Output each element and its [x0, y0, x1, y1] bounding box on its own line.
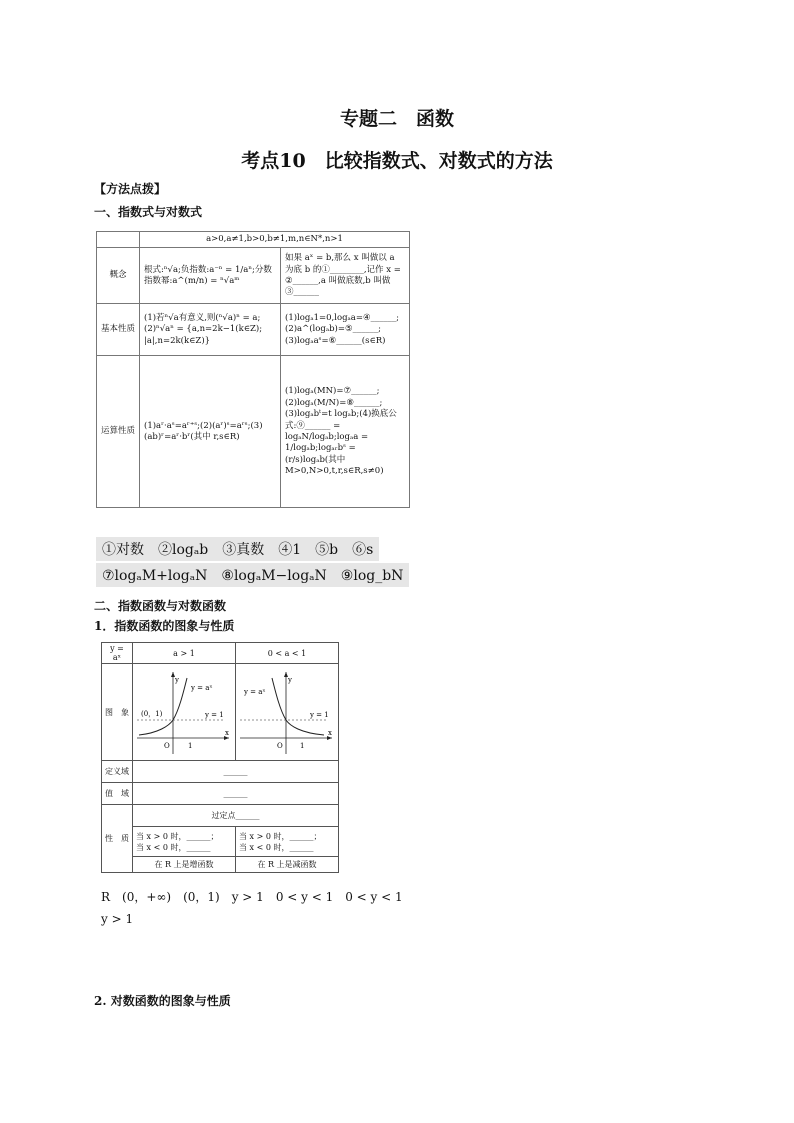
graph-increasing-svg	[133, 664, 235, 758]
monotonic-increasing: 在 R 上是增函数	[133, 857, 236, 873]
page-subtitle: 考点10 比较指数式、对数式的方法	[241, 150, 553, 172]
graph-origin-label: O	[277, 742, 283, 750]
exp-answers-line-2: y > 1	[101, 912, 134, 926]
row-label-graph: 图 象	[102, 664, 133, 761]
section1-heading: 一、指数式与对数式	[94, 205, 203, 219]
graph-decreasing	[236, 664, 339, 761]
cell-left: (1)若ⁿ√a有意义,则(ⁿ√a)ⁿ = a;(2)ⁿ√aⁿ = {a,n=2k−1(k∈Z); |a|,n=2k(k∈Z)}	[140, 304, 281, 356]
table-header: a>0,a≠1,b>0,b≠1,m,n∈N*,n>1	[140, 232, 410, 248]
prop-inc-line2: 当 x < 0 时，______	[136, 842, 211, 852]
row-label-prop: 性 质	[102, 805, 133, 873]
table-corner: y = aˣ	[102, 643, 133, 664]
graph-y1-label: y = 1	[205, 711, 224, 719]
method-heading: 【方法点拨】	[94, 182, 167, 196]
graph-y-label: y	[288, 676, 292, 684]
page-title: 专题二 函数	[339, 108, 454, 130]
row-label: 运算性质	[97, 356, 140, 508]
prop-increasing	[133, 827, 236, 857]
section2-sub1: 1．指数函数的图象与性质	[94, 619, 235, 633]
answers-line-1: ①对数 ②logₐb ③真数 ④1 ⑤b ⑥s	[96, 537, 379, 561]
exp-log-table	[96, 231, 410, 508]
row-label: 基本性质	[97, 304, 140, 356]
prop-decreasing	[236, 827, 339, 857]
prop-dec-line2: 当 x < 0 时，______	[239, 842, 314, 852]
domain-blank: ______	[133, 761, 339, 783]
col-header-a-gt-1: a > 1	[133, 643, 236, 664]
graph-one-label: 1	[300, 742, 305, 750]
prop-inc-line1: 当 x > 0 时，______；	[136, 831, 219, 841]
exp-answers-line-1: R (0，+∞) (0，1) y > 1 0 < y < 1 0 < y < 1	[101, 890, 403, 904]
fixed-point: 过定点______	[133, 805, 339, 827]
graph-one-label: 1	[188, 742, 193, 750]
prop-dec-line1: 当 x > 0 时，______；	[239, 831, 322, 841]
row-label: 概念	[97, 248, 140, 304]
cell-left: (1)aʳ·aˢ=aʳ⁺ˢ;(2)(aʳ)ˢ=aʳˢ;(3)(ab)ʳ=aʳ·bʳ(其中 r,s∈R)	[140, 356, 281, 508]
graph-origin-label: O	[164, 742, 170, 750]
cell-right: 如果 aˣ = b,那么 x 叫做以 a 为底 b 的①________,记作 x = ②______,a 叫做底数,b 叫做③______	[281, 248, 410, 304]
graph-decreasing-svg	[236, 664, 338, 758]
graph-x-label: x	[225, 729, 229, 737]
graph-curve-label: y = aˣ	[244, 688, 266, 696]
graph-increasing	[133, 664, 236, 761]
monotonic-decreasing: 在 R 上是减函数	[236, 857, 339, 873]
cell-right: (1)logₐ(MN)=⑦______;(2)logₐ(M/N)=⑧______;(3)logₐbᵗ=t logₐb;(4)换底公式:⑨______ = logₐN/logₐb;logₐa = 1/logₐb;logₐᵣbˢ = (r/s)logₐb(其中 M>0,N>0,t,r,s∈R,s≠0)	[281, 356, 410, 508]
section2-sub2: 2. 对数函数的图象与性质	[94, 994, 231, 1008]
table-corner	[97, 232, 140, 248]
range-blank: ______	[133, 783, 339, 805]
exp-function-table	[101, 642, 339, 873]
graph-y1-label: y = 1	[310, 711, 329, 719]
graph-point-label: (0，1)	[141, 710, 163, 718]
col-header-a-lt-1: 0 < a < 1	[236, 643, 339, 664]
graph-curve-label: y = aˣ	[191, 684, 213, 692]
cell-right: (1)logₐ1=0,logₐa=④______;(2)a^(logₐb)=⑤______;(3)logₐaˢ=⑥______(s∈R)	[281, 304, 410, 356]
cell-left: 根式:ⁿ√a;负指数:a⁻ⁿ = 1/aⁿ;分数指数幂:a^(m/n) = ⁿ√aᵐ	[140, 248, 281, 304]
graph-x-label: x	[328, 729, 332, 737]
section2-heading: 二、指数函数与对数函数	[94, 599, 227, 613]
row-label-domain: 定义域	[102, 761, 133, 783]
graph-y-label: y	[175, 676, 179, 684]
answers-line-2: ⑦logₐM+logₐN ⑧logₐM−logₐN ⑨log_bN	[96, 563, 409, 587]
row-label-range: 值 域	[102, 783, 133, 805]
